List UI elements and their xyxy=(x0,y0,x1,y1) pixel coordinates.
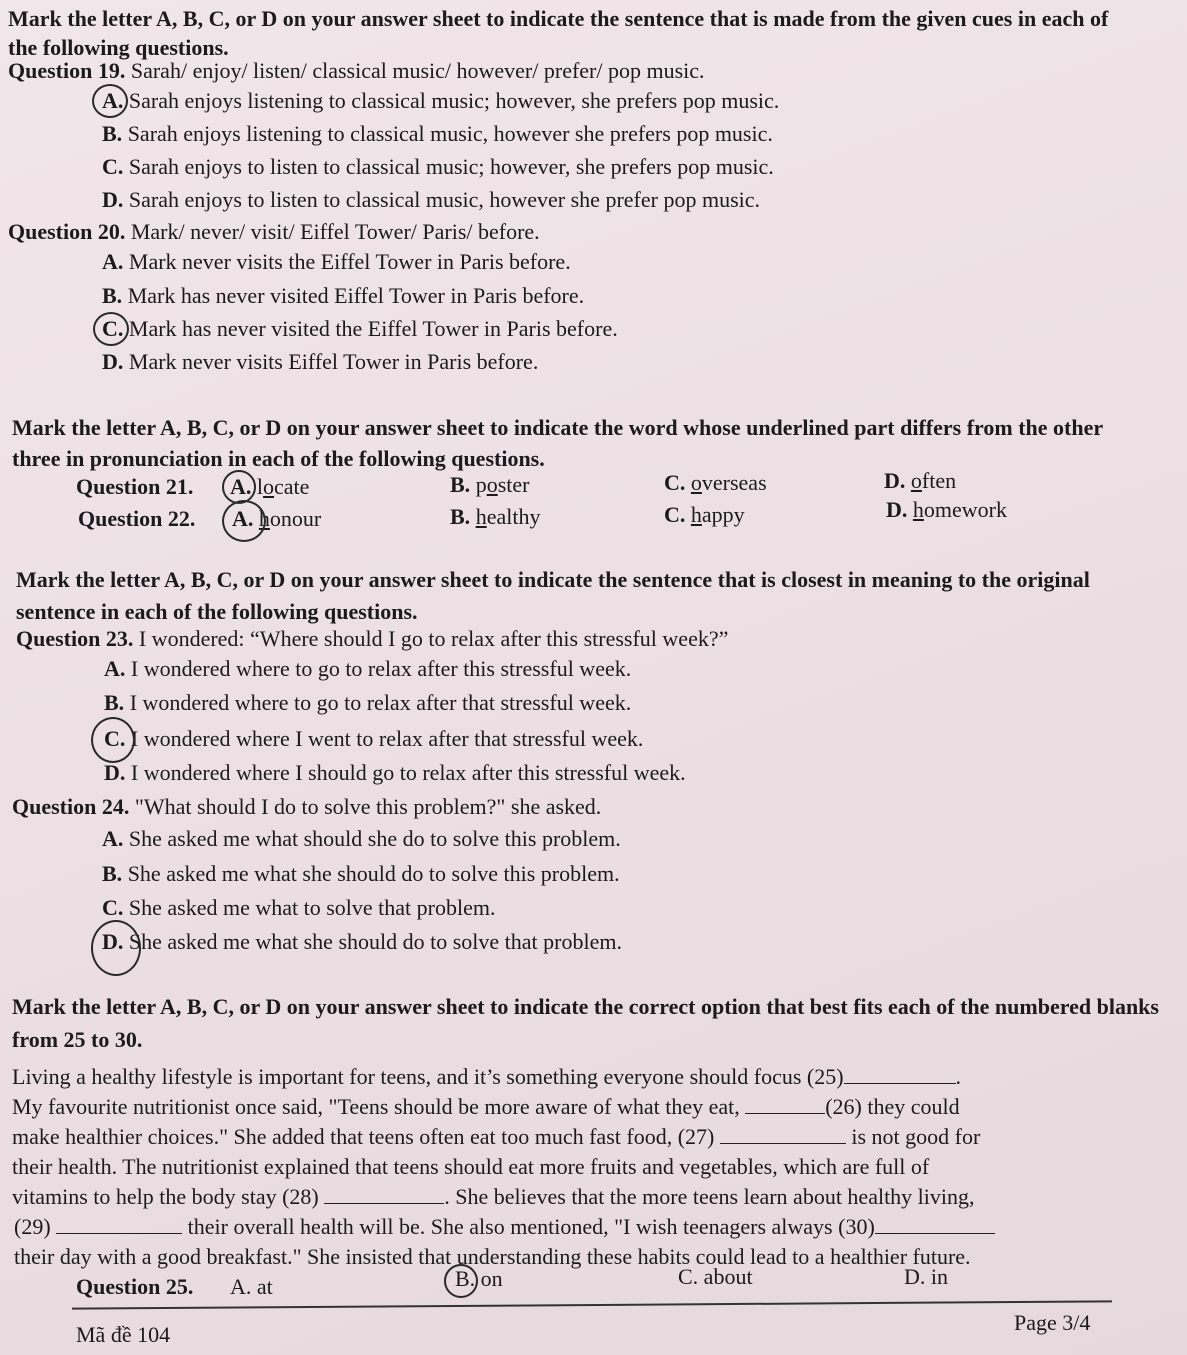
passage-line: Living a healthy lifestyle is important for teens, and it’s something everyone should focus (25) . xyxy=(12,1064,962,1089)
section-1-instructions: Mark the letter A, B, C, or D on your answer sheet to indicate the sentence that is made from the given cues in each of the following questions. xyxy=(8,6,1109,60)
section-4-instructions: Mark the letter A, B, C, or D on your answer sheet to indicate the correct option that best fits each of the numbered blanks from 25 to 30. xyxy=(12,994,1159,1052)
answer-circle xyxy=(93,312,129,346)
option-19a[interactable]: A. Sarah enjoys listening to classical music; however, she prefers pop music. xyxy=(102,88,780,113)
option-25b[interactable]: B. on xyxy=(455,1266,503,1291)
section-2-instructions: Mark the letter A, B, C, or D on your answer sheet to indicate the word whose underlined part differs from the other three in pronunciation in each of the following questions. xyxy=(12,415,1103,471)
blank-28[interactable] xyxy=(324,1185,444,1204)
option-22c[interactable]: C. happy xyxy=(664,502,745,527)
blank-25[interactable] xyxy=(844,1065,956,1084)
question-21: Question 21. xyxy=(76,474,194,499)
passage-line: their health. The nutritionist explained that teens should eat more fruits and vegetables, which are full of xyxy=(12,1154,930,1179)
passage-line: make healthier choices." She added that teens often eat too much fast food, (27) is not good for xyxy=(12,1124,981,1149)
option-25d[interactable]: D. in xyxy=(904,1264,948,1289)
option-25c[interactable]: C. about xyxy=(678,1264,753,1289)
answer-circle xyxy=(91,920,141,976)
option-22b[interactable]: B. healthy xyxy=(450,504,541,529)
option-21b[interactable]: B. poster xyxy=(450,472,530,497)
option-20b[interactable]: B. Mark has never visited Eiffel Tower in Paris before. xyxy=(102,283,585,308)
blank-27[interactable] xyxy=(720,1125,846,1144)
page-number: Page 3/4 xyxy=(1014,1310,1091,1335)
footer-divider xyxy=(72,1300,1112,1309)
option-21d[interactable]: D. often xyxy=(884,468,957,493)
blank-26[interactable] xyxy=(745,1095,825,1114)
option-21a[interactable]: A. locate xyxy=(230,474,310,499)
question-cue: Sarah/ enjoy/ listen/ classical music/ however/ prefer/ pop music. xyxy=(130,58,705,83)
passage-line: vitamins to help the body stay (28) . She believes that the more teens learn about healthy living, xyxy=(12,1184,975,1209)
option-19c[interactable]: C. Sarah enjoys to listen to classical music; however, she prefers pop music. xyxy=(102,154,774,179)
option-23c[interactable]: C. I wondered where I went to relax after that stressful week. xyxy=(104,726,644,751)
passage-line: (29) their overall health will be. She also mentioned, "I wish teenagers always (30) xyxy=(14,1214,995,1240)
option-23a[interactable]: A. I wondered where to go to relax after this stressful week. xyxy=(104,656,632,681)
option-20c[interactable]: C. Mark has never visited the Eiffel Tower in Paris before. xyxy=(102,316,618,341)
question-22: Question 22. xyxy=(78,506,196,531)
option-23d[interactable]: D. I wondered where I should go to relax after this stressful week. xyxy=(104,760,686,785)
exam-code: Mã đề 104 xyxy=(76,1322,171,1347)
answer-circle xyxy=(444,1264,478,1298)
option-22a[interactable]: A. honour xyxy=(232,506,322,531)
section-3-instructions: Mark the letter A, B, C, or D on your answer sheet to indicate the sentence that is closest in meaning to the original sentence in each of the following questions. xyxy=(16,567,1090,624)
option-22d[interactable]: D. homework xyxy=(886,497,1007,522)
question-19 xyxy=(8,58,705,84)
question-23: Question 23. I wondered: “Where should I go to relax after this stressful week?” xyxy=(16,626,729,651)
option-20d[interactable]: D. Mark never visits Eiffel Tower in Paris before. xyxy=(102,349,539,374)
question-label: Question 19. xyxy=(8,58,126,83)
question-25: Question 25. xyxy=(76,1274,194,1299)
answer-circle xyxy=(92,84,128,118)
option-24d[interactable]: D. She asked me what she should do to solve that problem. xyxy=(102,929,622,954)
answer-circle xyxy=(222,470,256,504)
option-25a[interactable]: A. at xyxy=(230,1274,273,1299)
passage-line: their day with a good breakfast." She insisted that understanding these habits could lead to a healthier future. xyxy=(14,1244,971,1269)
option-23b[interactable]: B. I wondered where to go to relax after that stressful week. xyxy=(104,690,632,715)
answer-circle xyxy=(91,717,135,763)
option-24c[interactable]: C. She asked me what to solve that problem. xyxy=(102,895,496,920)
question-label: Question 20. xyxy=(8,219,126,244)
option-20a[interactable]: A. Mark never visits the Eiffel Tower in Paris before. xyxy=(102,249,571,274)
option-21c[interactable]: C. overseas xyxy=(664,470,767,495)
blank-29[interactable] xyxy=(56,1215,182,1234)
answer-circle xyxy=(222,500,266,542)
question-24: Question 24. "What should I do to solve this problem?" she asked. xyxy=(12,794,602,819)
option-19d[interactable]: D. Sarah enjoys to listen to classical music, however she prefer pop music. xyxy=(102,187,761,212)
question-20 xyxy=(8,219,540,245)
question-cue: Mark/ never/ visit/ Eiffel Tower/ Paris/ before. xyxy=(130,219,540,244)
option-24a[interactable]: A. She asked me what should she do to solve this problem. xyxy=(102,826,621,851)
passage-line: My favourite nutritionist once said, "Teens should be more aware of what they eat, (26) they could xyxy=(12,1094,960,1119)
blank-30[interactable] xyxy=(875,1215,995,1234)
option-19b[interactable]: B. Sarah enjoys listening to classical music, however she prefers pop music. xyxy=(102,121,773,146)
option-24b[interactable]: B. She asked me what she should do to solve this problem. xyxy=(102,861,620,886)
